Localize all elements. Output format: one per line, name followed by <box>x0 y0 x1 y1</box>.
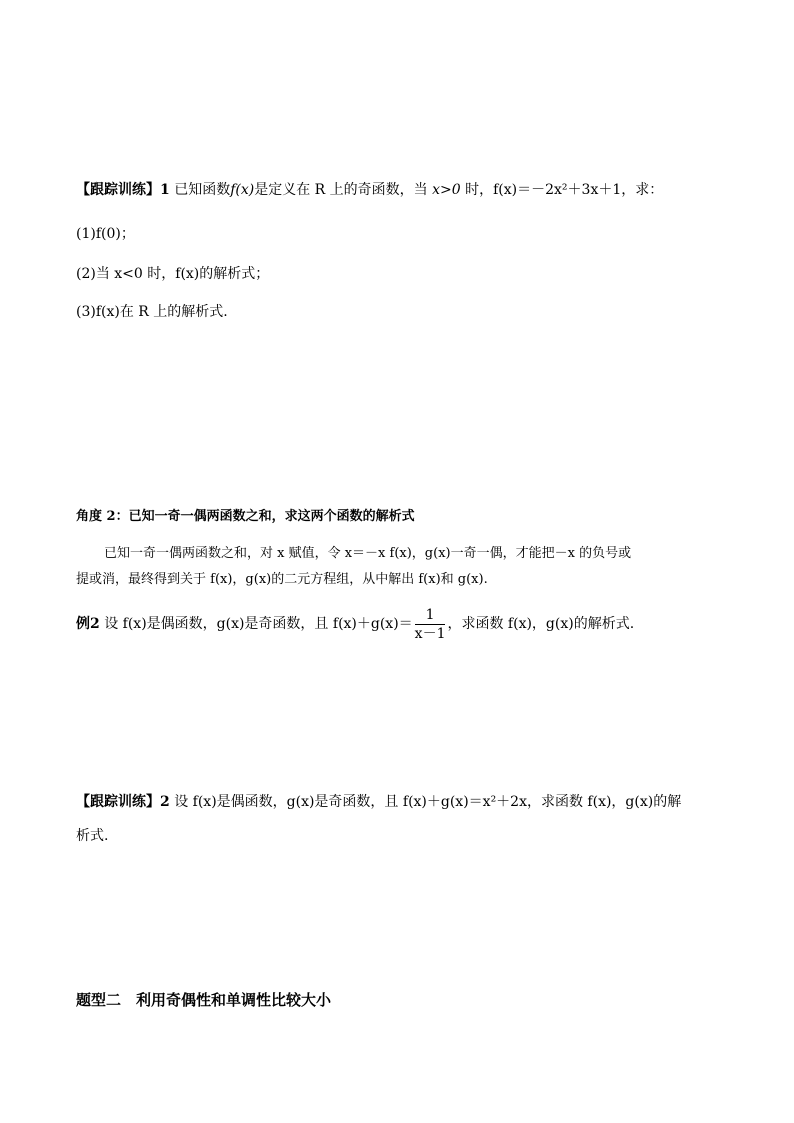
example2-text-1: 设 f(x)是偶函数，g(x)是奇函数，且 f(x)＋g(x)＝ <box>104 616 413 632</box>
fraction-denominator: x－1 <box>414 625 446 642</box>
practice1-label: 【跟踪训练】1 <box>76 182 170 198</box>
practice1-cond: x>0 <box>432 182 461 198</box>
example2-fraction <box>415 606 446 643</box>
practice1-question-1: (1)f(0)； <box>76 226 135 242</box>
fraction-numerator: 1 <box>415 606 446 625</box>
practice1-question-2: (2)当 x<0 时，f(x)的解析式； <box>76 266 270 282</box>
angle2-desc-line-1: 已知一奇一偶两函数之和，对 x 赋值，令 x＝－x f(x)，g(x)一奇一偶，才能把－x 的负号或 <box>104 546 632 561</box>
practice1-mid1: 是定义在 R 上的奇函数，当 <box>254 182 428 198</box>
practice2-line-2: 析式. <box>76 828 109 844</box>
practice1-fx: f(x) <box>230 182 255 198</box>
practice1-line <box>76 180 663 200</box>
practice2-line-1 <box>76 792 681 812</box>
example2-line <box>76 604 634 644</box>
example2-label: 例2 <box>76 616 100 632</box>
practice2-text: 设 f(x)是偶函数，g(x)是奇函数，且 f(x)＋g(x)＝x²＋2x，求函数 f(x)，g(x)的解 <box>174 794 682 810</box>
angle2-heading: 角度 2：已知一奇一偶两函数之和，求这两个函数的解析式 <box>76 509 415 524</box>
practice1-mid2: 时， <box>465 182 494 198</box>
angle2-desc-line-2: 提或消，最终得到关于 f(x)，g(x)的二元方程组，从中解出 f(x)和 g(x). <box>76 572 488 587</box>
practice1-lead: 已知函数 <box>174 182 231 198</box>
practice1-question-3: (3)f(x)在 R 上的解析式. <box>76 304 228 320</box>
section-title: 题型二 利用奇偶性和单调性比较大小 <box>76 991 332 1009</box>
example2-text-2: ，求函数 f(x)，g(x)的解析式. <box>447 616 635 632</box>
practice2-label: 【跟踪训练】2 <box>76 794 170 810</box>
practice1-equation: f(x)＝－2x²＋3x＋1，求： <box>493 182 664 198</box>
